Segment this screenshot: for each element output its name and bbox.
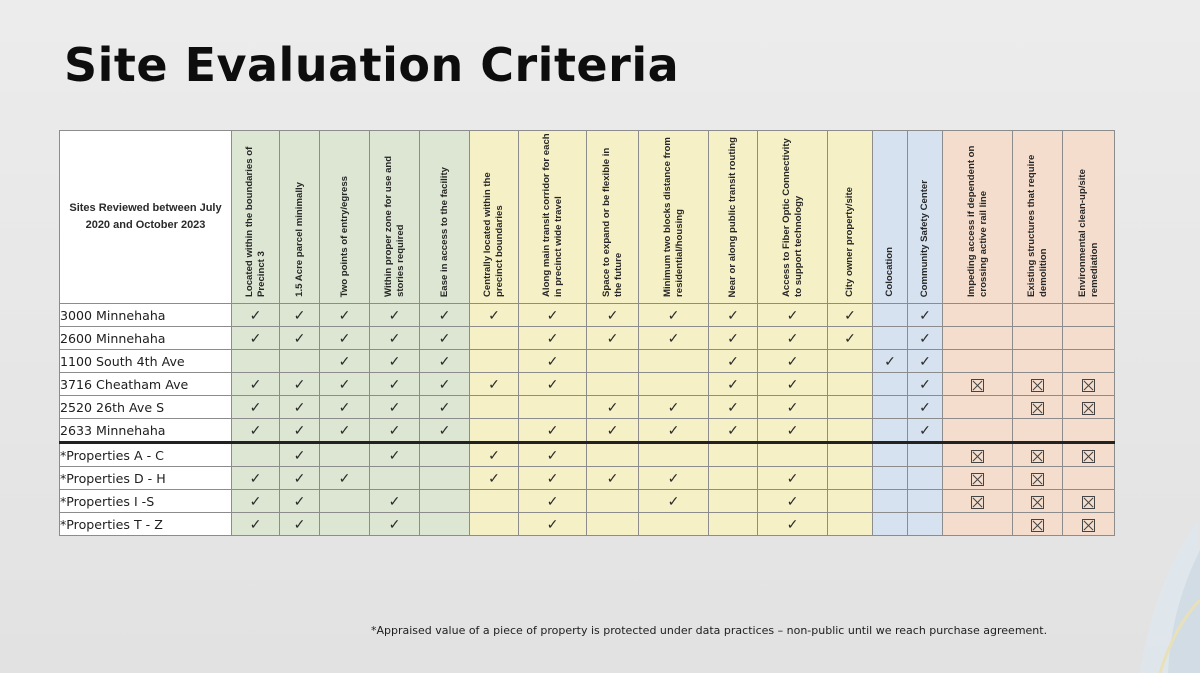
empty-cell [873, 490, 908, 513]
x-box-icon [1082, 379, 1095, 392]
empty-cell [320, 490, 370, 513]
criteria-label: 1.5 Acre parcel minimally [293, 182, 305, 297]
check-mark: ✓ [370, 419, 420, 443]
check-mark: ✓ [519, 327, 587, 350]
x-box-icon [1082, 519, 1095, 532]
check-mark: ✓ [519, 419, 587, 443]
empty-cell [908, 490, 943, 513]
check-mark: ✓ [587, 327, 639, 350]
check-mark: ✓ [370, 513, 420, 536]
empty-cell [709, 467, 758, 490]
criteria-label: Within proper zone for use and stories required [382, 155, 406, 297]
empty-cell [587, 350, 639, 373]
check-mark: ✓ [519, 513, 587, 536]
check-mark: ✓ [370, 490, 420, 513]
x-box-cell [1063, 373, 1115, 396]
check-mark: ✓ [639, 467, 709, 490]
check-mark: ✓ [709, 419, 758, 443]
check-mark: ✓ [758, 304, 828, 327]
empty-cell [943, 513, 1013, 536]
criteria-label: Community Safety Center [919, 179, 930, 297]
criteria-label: Ease in access to the facility [438, 166, 450, 297]
empty-cell [587, 373, 639, 396]
table-row [60, 396, 1115, 419]
check-mark: ✓ [232, 419, 280, 443]
empty-cell [873, 304, 908, 327]
check-mark: ✓ [232, 304, 280, 327]
site-name: 2600 Minnehaha [60, 327, 232, 350]
check-mark: ✓ [758, 490, 828, 513]
empty-cell [232, 443, 280, 467]
check-mark: ✓ [280, 304, 320, 327]
site-name: 1100 South 4th Ave [60, 350, 232, 373]
check-mark: ✓ [470, 304, 519, 327]
check-mark: ✓ [470, 467, 519, 490]
x-box-cell [1063, 443, 1115, 467]
empty-cell [470, 396, 519, 419]
check-mark: ✓ [370, 304, 420, 327]
empty-cell [873, 327, 908, 350]
x-box-icon [1031, 473, 1044, 486]
empty-cell [828, 513, 873, 536]
criteria-label: Access to Fiber Optic Connectivity to support technology [780, 138, 804, 297]
empty-cell [873, 396, 908, 419]
site-name: 3716 Cheatham Ave [60, 373, 232, 396]
site-name: *Properties I -S [60, 490, 232, 513]
empty-cell [639, 350, 709, 373]
site-name: 2633 Minnehaha [60, 419, 232, 443]
empty-cell [908, 513, 943, 536]
criteria-label: Along main transit corridor for each in precinct wide travel [540, 133, 564, 297]
check-mark: ✓ [232, 373, 280, 396]
check-mark: ✓ [470, 443, 519, 467]
x-box-cell [1063, 513, 1115, 536]
x-box-icon [1031, 379, 1044, 392]
x-box-cell [943, 373, 1013, 396]
criteria-header [1063, 131, 1115, 304]
check-mark: ✓ [519, 304, 587, 327]
empty-cell [420, 513, 470, 536]
check-mark: ✓ [280, 327, 320, 350]
x-box-icon [1031, 519, 1044, 532]
criteria-header [758, 131, 828, 304]
criteria-header [519, 131, 587, 304]
empty-cell [420, 443, 470, 467]
criteria-header [943, 131, 1013, 304]
empty-cell [1013, 419, 1063, 443]
empty-cell [1063, 419, 1115, 443]
check-mark: ✓ [320, 419, 370, 443]
empty-cell [709, 490, 758, 513]
empty-cell [943, 396, 1013, 419]
criteria-label: Existing structures that require demolition [1025, 154, 1049, 297]
empty-cell [943, 350, 1013, 373]
x-box-cell [1013, 490, 1063, 513]
check-mark: ✓ [828, 327, 873, 350]
empty-cell [873, 419, 908, 443]
check-mark: ✓ [758, 513, 828, 536]
empty-cell [828, 350, 873, 373]
criteria-header [232, 131, 280, 304]
empty-cell [1063, 304, 1115, 327]
check-mark: ✓ [519, 443, 587, 467]
x-box-icon [971, 450, 984, 463]
empty-cell [1063, 467, 1115, 490]
page-title: Site Evaluation Criteria [64, 38, 680, 92]
check-mark: ✓ [709, 396, 758, 419]
x-box-cell [1063, 396, 1115, 419]
check-mark: ✓ [420, 419, 470, 443]
table-row [60, 419, 1115, 443]
criteria-label: Near or along public transit routing [727, 136, 738, 297]
criteria-label: Environmental clean-up/site remediation [1076, 169, 1100, 297]
table-row [60, 304, 1115, 327]
empty-cell [280, 350, 320, 373]
check-mark: ✓ [587, 467, 639, 490]
table-row [60, 327, 1115, 350]
check-mark: ✓ [320, 373, 370, 396]
check-mark: ✓ [420, 396, 470, 419]
empty-cell [828, 419, 873, 443]
check-mark: ✓ [280, 467, 320, 490]
empty-cell [639, 513, 709, 536]
check-mark: ✓ [758, 467, 828, 490]
check-mark: ✓ [587, 396, 639, 419]
empty-cell [908, 443, 943, 467]
table-row [60, 350, 1115, 373]
x-box-cell [1013, 396, 1063, 419]
check-mark: ✓ [758, 419, 828, 443]
empty-cell [828, 490, 873, 513]
x-box-cell [1013, 373, 1063, 396]
check-mark: ✓ [758, 350, 828, 373]
check-mark: ✓ [709, 304, 758, 327]
x-box-cell [1013, 467, 1063, 490]
criteria-header [470, 131, 519, 304]
empty-cell [873, 373, 908, 396]
empty-cell [943, 304, 1013, 327]
check-mark: ✓ [232, 513, 280, 536]
x-box-cell [943, 490, 1013, 513]
check-mark: ✓ [320, 327, 370, 350]
check-mark: ✓ [758, 373, 828, 396]
x-box-icon [971, 496, 984, 509]
empty-cell [587, 513, 639, 536]
check-mark: ✓ [232, 396, 280, 419]
check-mark: ✓ [280, 443, 320, 467]
empty-cell [709, 513, 758, 536]
check-mark: ✓ [639, 490, 709, 513]
x-box-cell [1013, 443, 1063, 467]
criteria-label: Colocation [884, 247, 895, 297]
site-name: *Properties A - C [60, 443, 232, 467]
x-box-icon [971, 379, 984, 392]
footnote: *Appraised value of a piece of property is protected under data practices – non-public until we reach purchase agreement. [371, 624, 1048, 637]
empty-cell [370, 467, 420, 490]
x-box-icon [1031, 496, 1044, 509]
criteria-header-row [60, 131, 1115, 304]
criteria-header [370, 131, 420, 304]
check-mark: ✓ [370, 350, 420, 373]
criteria-header [828, 131, 873, 304]
check-mark: ✓ [370, 443, 420, 467]
empty-cell [587, 443, 639, 467]
criteria-table [59, 130, 1115, 536]
x-box-cell [1063, 490, 1115, 513]
check-mark: ✓ [908, 304, 943, 327]
empty-cell [828, 396, 873, 419]
check-mark: ✓ [370, 396, 420, 419]
criteria-header [639, 131, 709, 304]
check-mark: ✓ [420, 373, 470, 396]
criteria-header [873, 131, 908, 304]
check-mark: ✓ [908, 373, 943, 396]
table-row [60, 490, 1115, 513]
check-mark: ✓ [320, 350, 370, 373]
empty-cell [943, 327, 1013, 350]
criteria-header [320, 131, 370, 304]
x-box-cell [1013, 513, 1063, 536]
table-row [60, 373, 1115, 396]
site-name: 2520 26th Ave S [60, 396, 232, 419]
empty-cell [470, 490, 519, 513]
criteria-header [420, 131, 470, 304]
check-mark: ✓ [639, 396, 709, 419]
check-mark: ✓ [420, 327, 470, 350]
x-box-icon [1082, 450, 1095, 463]
empty-cell [873, 443, 908, 467]
sites-header: Sites Reviewed between July 2020 and October 2023 [60, 131, 232, 304]
check-mark: ✓ [519, 490, 587, 513]
check-mark: ✓ [908, 327, 943, 350]
decorative-swoosh [1110, 520, 1200, 673]
check-mark: ✓ [639, 304, 709, 327]
check-mark: ✓ [519, 350, 587, 373]
check-mark: ✓ [709, 350, 758, 373]
site-name: *Properties T - Z [60, 513, 232, 536]
criteria-label: Minimum two blocks distance from residential/housing [661, 137, 685, 297]
empty-cell [1013, 327, 1063, 350]
check-mark: ✓ [280, 490, 320, 513]
empty-cell [908, 467, 943, 490]
empty-cell [519, 396, 587, 419]
check-mark: ✓ [470, 373, 519, 396]
check-mark: ✓ [709, 327, 758, 350]
check-mark: ✓ [280, 419, 320, 443]
criteria-label: Space to expand or be flexible in the future [600, 147, 624, 297]
check-mark: ✓ [232, 490, 280, 513]
check-mark: ✓ [908, 396, 943, 419]
x-box-icon [1082, 402, 1095, 415]
criteria-label: Located within the boundaries of Precinct 3 [243, 146, 267, 297]
empty-cell [758, 443, 828, 467]
check-mark: ✓ [758, 396, 828, 419]
table-row [60, 467, 1115, 490]
check-mark: ✓ [908, 350, 943, 373]
check-mark: ✓ [828, 304, 873, 327]
check-mark: ✓ [519, 467, 587, 490]
criteria-label: Impeding access if dependent on crossing active rail line [965, 145, 989, 297]
criteria-header [908, 131, 943, 304]
empty-cell [420, 490, 470, 513]
check-mark: ✓ [587, 304, 639, 327]
empty-cell [320, 443, 370, 467]
check-mark: ✓ [370, 327, 420, 350]
empty-cell [1063, 350, 1115, 373]
check-mark: ✓ [758, 327, 828, 350]
empty-cell [470, 327, 519, 350]
check-mark: ✓ [280, 396, 320, 419]
site-name: *Properties D - H [60, 467, 232, 490]
criteria-label: City owner property/site [844, 187, 855, 297]
check-mark: ✓ [232, 467, 280, 490]
empty-cell [873, 467, 908, 490]
check-mark: ✓ [370, 373, 420, 396]
x-box-icon [1082, 496, 1095, 509]
check-mark: ✓ [908, 419, 943, 443]
criteria-header [709, 131, 758, 304]
empty-cell [873, 513, 908, 536]
check-mark: ✓ [639, 419, 709, 443]
table-row [60, 443, 1115, 467]
x-box-icon [971, 473, 984, 486]
table-row [60, 513, 1115, 536]
empty-cell [709, 443, 758, 467]
check-mark: ✓ [709, 373, 758, 396]
check-mark: ✓ [519, 373, 587, 396]
empty-cell [828, 443, 873, 467]
criteria-header [1013, 131, 1063, 304]
empty-cell [639, 373, 709, 396]
check-mark: ✓ [420, 350, 470, 373]
empty-cell [828, 467, 873, 490]
check-mark: ✓ [320, 304, 370, 327]
site-name: 3000 Minnehaha [60, 304, 232, 327]
empty-cell [470, 419, 519, 443]
check-mark: ✓ [280, 373, 320, 396]
empty-cell [828, 373, 873, 396]
check-mark: ✓ [639, 327, 709, 350]
empty-cell [587, 490, 639, 513]
check-mark: ✓ [232, 327, 280, 350]
x-box-cell [943, 467, 1013, 490]
empty-cell [320, 513, 370, 536]
empty-cell [943, 419, 1013, 443]
empty-cell [420, 467, 470, 490]
check-mark: ✓ [587, 419, 639, 443]
check-mark: ✓ [280, 513, 320, 536]
check-mark: ✓ [320, 396, 370, 419]
criteria-label: Two points of entry/egress [338, 175, 350, 297]
empty-cell [1063, 327, 1115, 350]
check-mark: ✓ [320, 467, 370, 490]
check-mark: ✓ [873, 350, 908, 373]
empty-cell [1013, 304, 1063, 327]
empty-cell [639, 443, 709, 467]
empty-cell [232, 350, 280, 373]
empty-cell [470, 350, 519, 373]
criteria-label: Centrally located within the precinct boundaries [482, 172, 505, 297]
criteria-header [280, 131, 320, 304]
criteria-header [587, 131, 639, 304]
empty-cell [470, 513, 519, 536]
check-mark: ✓ [420, 304, 470, 327]
x-box-icon [1031, 450, 1044, 463]
x-box-cell [943, 443, 1013, 467]
empty-cell [1013, 350, 1063, 373]
x-box-icon [1031, 402, 1044, 415]
